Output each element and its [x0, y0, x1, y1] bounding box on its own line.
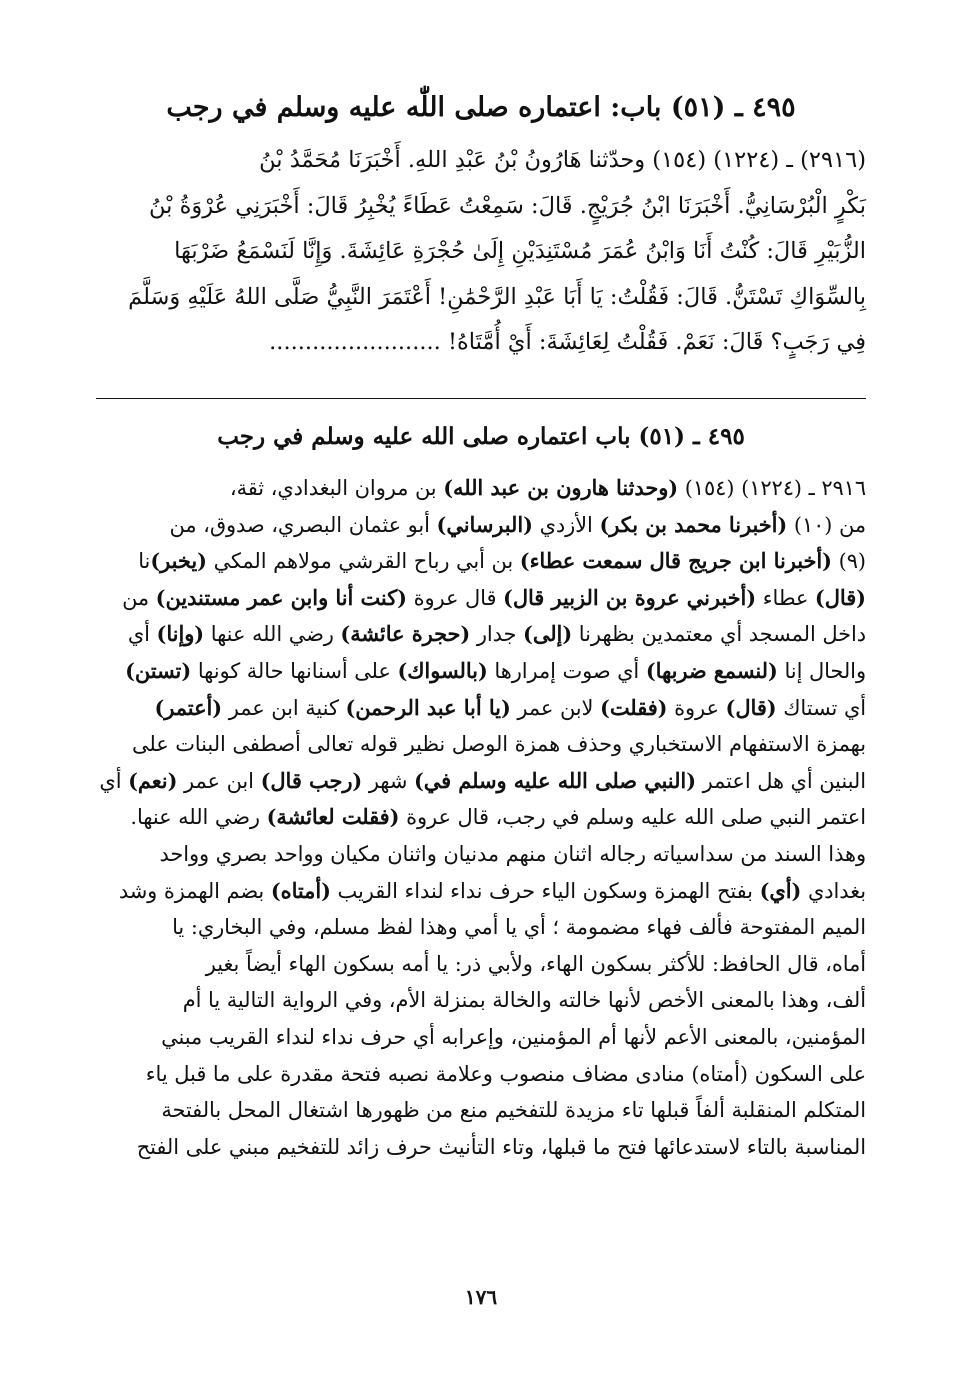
highlighted-phrase: (أخبرنا محمد بن بكر) — [599, 511, 788, 537]
commentary-line — [159, 842, 866, 866]
commentary-segment: البنين أي هل اعتمر — [696, 768, 866, 793]
commentary-segment: بضم الهمزة وشد — [118, 878, 271, 903]
highlighted-phrase: (أمتاه) — [270, 877, 331, 903]
commentary-segment: والحال إنا — [777, 658, 866, 683]
commentary-segment: بن مروان البغدادي، ثقة، — [229, 476, 444, 500]
commentary-line — [137, 1135, 866, 1159]
page-number: ١٧٦ — [464, 1285, 498, 1309]
commentary-line — [119, 879, 866, 903]
commentary-line — [128, 622, 866, 646]
commentary-segment: داخل المسجد أي معتمدين بظهرنا — [572, 622, 866, 647]
highlighted-phrase: (يخبر) — [150, 548, 207, 574]
commentary-segment: المؤمنين، بالمعنى الأعم لأنها أم المؤمنين، وإعرابه أي حرف نداء لنداء القريب مبني — [161, 1024, 866, 1049]
commentary-segment: بن أبي رباح القرشي مولاهم المكي — [206, 549, 520, 574]
highlighted-phrase: (فقلت) — [600, 694, 668, 720]
commentary-segment: بغدادي — [801, 878, 866, 903]
commentary-line — [206, 952, 866, 976]
commentary-text — [96, 470, 866, 1165]
commentary-segment: على السكون (أمتاه) منادى مضاف منصوب وعلامة نصبه فتحة مقدرة على ما قبل ياء — [145, 1061, 866, 1086]
highlighted-phrase: (أعتمر) — [154, 694, 223, 720]
commentary-segment: كنية ابن عمر — [222, 695, 346, 720]
commentary-segment: لابن عمر — [510, 695, 601, 720]
highlighted-phrase: (أي) — [759, 877, 802, 903]
commentary-segment: وهذا السند من سداسياته رجاله اثنان منهم مدنيان واثنان مكيان وواحد بصري وواحد — [159, 841, 866, 866]
commentary-line — [154, 696, 866, 720]
highlighted-phrase: (قال) — [725, 694, 777, 720]
commentary-line — [172, 915, 866, 939]
hadith-text — [96, 138, 866, 366]
commentary-line — [138, 549, 866, 573]
highlighted-phrase: (كنت أنا وابن عمر مستندين) — [155, 584, 407, 610]
highlighted-phrase: (وإنا) — [156, 621, 205, 647]
commentary-line — [161, 1025, 866, 1049]
commentary-segment: جدار — [470, 622, 524, 647]
commentary-segment: نا — [138, 549, 151, 574]
commentary-segment: اعتمر النبي صلى الله عليه وسلم في رجب، قال عروة — [399, 805, 866, 830]
commentary-segment: من — [122, 585, 156, 610]
hadith-line: فِي رَجَبٍ؟ قَالَ: نَعَمْ. فَقُلْتُ لِعَائِشَةَ: أَيْ أُمَّتَاهُ! ........................ — [269, 329, 866, 355]
highlighted-phrase: (إلى) — [523, 621, 573, 647]
commentary-segment: عروة — [667, 695, 726, 720]
commentary-segment: أي صوت إمرارها — [487, 658, 646, 683]
commentary-line — [99, 769, 866, 793]
divider-line — [96, 398, 866, 399]
highlighted-phrase: (وحدثنا هارون بن عبد الله) — [443, 475, 679, 500]
commentary-segment: أماه، قال الحافظ: للأكثر بسكون الهاء، ولأبي ذر: يا أمه بسكون الهاء أيضاً بغير — [205, 951, 866, 976]
highlighted-phrase: (أخبرني عروة بن الزبير قال) — [503, 584, 757, 610]
commentary-segment: الأزدي — [532, 512, 600, 537]
commentary-segment: المتكلم المنقلبة ألفاً قبلها تاء مزيدة للتفخيم منع من ظهورها اشتغال المحل بالفتحة — [161, 1098, 866, 1123]
commentary-line — [146, 1062, 866, 1086]
commentary-line — [130, 805, 866, 829]
commentary-segment: أي — [99, 768, 129, 793]
commentary-segment: رضي الله عنها — [204, 622, 341, 647]
commentary-segment: أبو عثمان البصري، صدوق، من — [169, 512, 437, 537]
highlighted-phrase: (قال) — [814, 584, 866, 610]
commentary-segment: بهمزة الاستفهام الاستخباري وحذف همزة الوصل نظير قوله تعالى أصطفى البنات على — [131, 732, 866, 757]
highlighted-phrase: (حجرة عائشة) — [340, 621, 471, 647]
commentary-segment: الميم المفتوحة فألف فهاء مضمومة ؛ أي يا أمي وهذا لفظ مسلم، وفي البخاري: يا — [172, 915, 866, 940]
commentary-title: ٤٩٥ ـ (٥١) باب اعتماره صلى الله عليه وسلم في رجب — [217, 423, 745, 450]
hadith-line: بِالسِّوَاكِ تَسْتَنُّ. قَالَ: فَقُلْتُ: يَا أَبَا عَبْدِ الرَّحْمَٰنِ! أَعْتَمَرَ النَّبِيُّ صَلَّى اللهُ عَلَيْهِ وَسَلَّمَ — [128, 283, 866, 310]
commentary-line — [122, 586, 866, 610]
commentary-line — [161, 1098, 866, 1122]
commentary-segment: شهر — [362, 768, 414, 793]
highlighted-phrase: (يا أبا عبد الرحمن) — [345, 694, 511, 720]
highlighted-phrase: (لنسمع ضربها) — [645, 657, 778, 683]
commentary-segment: أي — [127, 622, 157, 647]
commentary-segment: ابن عمر — [177, 768, 261, 793]
commentary-line — [230, 476, 866, 500]
highlighted-phrase: (فقلت لعائشة) — [266, 804, 400, 830]
highlighted-phrase: (تستن) — [125, 657, 192, 683]
chapter-title: ٤٩٥ ـ (٥١) باب: اعتماره صلى اللّٰه عليه وسلم في رجب — [166, 92, 796, 123]
commentary-line — [125, 659, 866, 683]
commentary-line — [132, 732, 866, 756]
commentary-segment: ألف، وهذا بالمعنى الأخص لأنها خالته والخالة بمنزلة الأم، وفي الرواية التالية يا أم — [182, 988, 866, 1013]
highlighted-phrase: (البرساني) — [436, 511, 533, 537]
commentary-segment: قال عروة — [406, 585, 503, 610]
commentary-segment: عطاء — [756, 585, 815, 610]
commentary-line — [183, 988, 866, 1012]
commentary-segment: على أسنانها حالة كونها — [191, 658, 398, 683]
hadith-line: (٢٩١٦) ـ (١٢٢٤) (١٥٤) وحدّثنا هَارُونُ بْنُ عَبْدِ اللهِ. أَخْبَرَنَا مُحَمَّدُ بْنُ — [259, 147, 866, 173]
highlighted-phrase: (بالسواك) — [397, 657, 488, 683]
commentary-segment: بفتح الهمزة وسكون الياء حرف نداء لنداء القريب — [330, 878, 760, 903]
commentary-segment: أي تستاك — [776, 695, 866, 720]
book-page — [96, 0, 866, 1379]
hadith-line: بَكْرٍ الْبُرْسَانِيُّ. أَخْبَرَنَا ابْنُ جُرَيْجٍ. قَالَ: سَمِعْتُ عَطَاءً يُخْبِرُ قَالَ: أَخْبَرَنِي عُرْوَةُ بْنُ — [149, 192, 866, 219]
commentary-segment: رضي الله عنها. — [130, 805, 267, 830]
hadith-line: الزُّبَيْرِ قَالَ: كُنْتُ أَنَا وَابْنُ عُمَرَ مُسْتَنِدَيْنِ إِلَىٰ حُجْرَةِ عَائِشَةَ. وَإِنَّا لَنَسْمَعُ ضَرْبَهَا — [174, 238, 866, 264]
highlighted-phrase: (نعم) — [128, 767, 178, 793]
commentary-segment: ٢٩١٦ ـ (١٢٢٤) (١٥٤) — [678, 476, 866, 500]
highlighted-phrase: (أخبرنا ابن جريج قال سمعت عطاء) — [519, 548, 832, 574]
commentary-segment: من (١٠) — [787, 512, 866, 537]
commentary-segment: (٩) — [831, 549, 866, 574]
highlighted-phrase: (النبي صلى الله عليه وسلم في) — [413, 767, 697, 793]
highlighted-phrase: (رجب قال) — [260, 767, 363, 793]
commentary-segment: المناسبة بالتاء لاستدعائها فتح ما قبلها، وتاء التأنيث حرف زائد للتفخيم مبني على الفتح — [136, 1134, 866, 1159]
commentary-line — [170, 513, 866, 537]
